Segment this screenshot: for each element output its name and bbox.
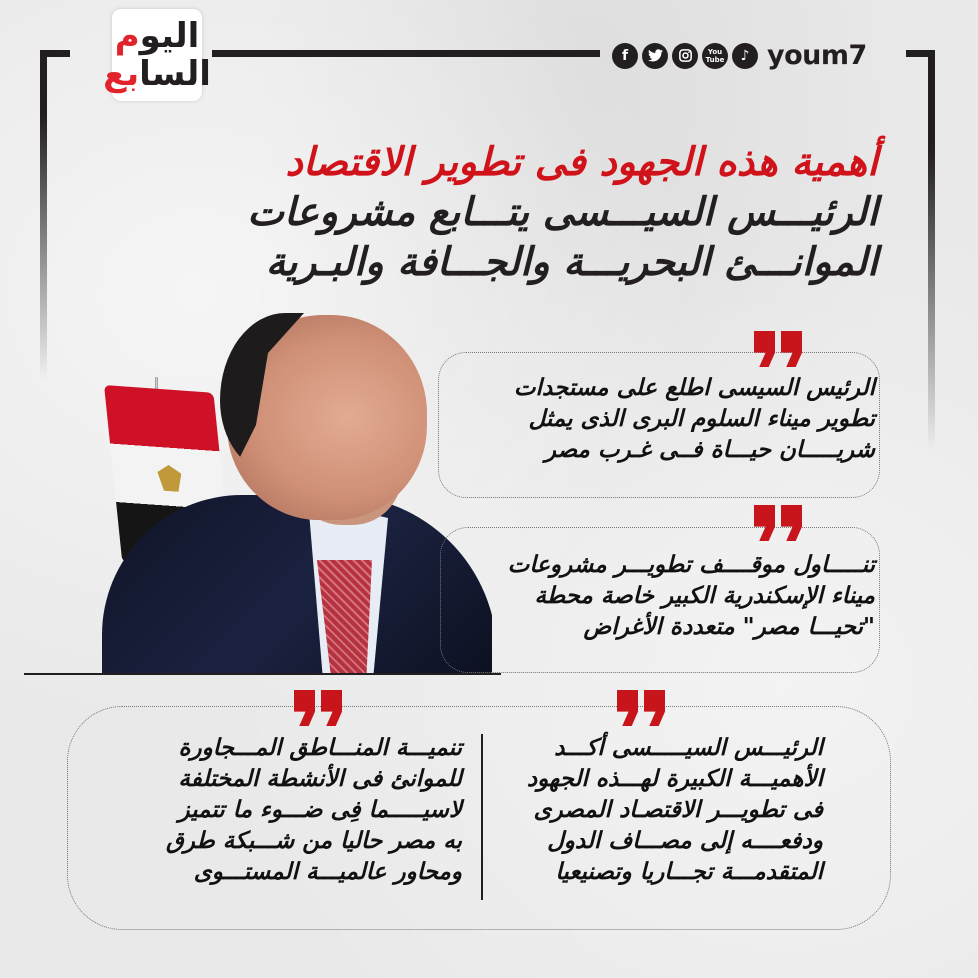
card-line: ومحاور عالميـــة المستـــوى	[193, 859, 462, 885]
frame-line	[40, 50, 47, 380]
quote-mark-icon	[754, 331, 802, 367]
card-line: "تحيـــا مصر" متعددة الأغراض	[583, 614, 875, 640]
card-line: تطوير ميناء السلوم البرى الذى يمثل	[528, 406, 875, 432]
logo-text: بع	[103, 54, 140, 94]
card-3-text	[527, 733, 823, 888]
facebook-icon[interactable]: f	[612, 43, 638, 69]
logo-text: م	[114, 16, 140, 56]
quote-mark-icon	[617, 690, 665, 726]
headline-line-2: الرئيـــس السيـــسى يتـــابع مشروعات	[247, 190, 878, 235]
instagram-icon[interactable]	[672, 43, 698, 69]
card-line: المتقدمـــة تجـــاريا وتصنيعيا	[555, 859, 823, 885]
card-line: الأهميـــة الكبيرة لهـــذه الجهود	[526, 766, 823, 792]
quote-mark-icon	[294, 690, 342, 726]
youtube-icon[interactable]: You Tube	[702, 43, 728, 69]
column-divider	[481, 734, 483, 900]
logo-line-2	[103, 55, 211, 93]
headline-line-3: الموانـــئ البحريـــة والجـــافة والبـرية	[265, 240, 878, 285]
tiktok-icon[interactable]: ♪	[732, 43, 758, 69]
logo-line-1	[115, 17, 200, 55]
card-line: للموانئ فى الأنشطة المختلفة	[178, 766, 462, 792]
card-4-text	[166, 733, 462, 888]
card-line: شريـــــان حيـــاة فــى غـرب مصر	[544, 437, 875, 463]
logo-text: اليو	[139, 16, 200, 56]
twitter-icon[interactable]	[642, 43, 668, 69]
eagle-emblem-icon	[157, 464, 184, 492]
quote-mark-icon	[754, 505, 802, 541]
card-line: لاسيـــــما فِى ضـــوء ما تتميز	[178, 797, 462, 823]
card-line: به مصر حاليا من شـــبكة طرق	[165, 828, 462, 854]
frame-line	[928, 50, 935, 450]
card-line: تنميـــة المنـــاطق المـــجاورة	[178, 735, 462, 761]
photo-baseline	[24, 673, 501, 675]
social-bar	[612, 40, 867, 71]
card-line: فى تطويـــر الاقتصـاد المصرى	[533, 797, 823, 823]
frame-line	[212, 50, 600, 57]
card-line: ميناء الإسكندرية الكبير خاصة محطة	[534, 583, 875, 609]
card-line: تنـــــاول موقــــف تطويـــر مشروعات	[507, 552, 875, 578]
headline-line-1: أهمية هذه الجهود فى تطوير الاقتصاد	[285, 140, 878, 185]
president-photo	[92, 305, 492, 673]
youm7-logo[interactable]	[103, 9, 211, 101]
logo-text: السا	[139, 54, 211, 94]
card-1-text	[514, 373, 875, 466]
brand-name[interactable]: youm7	[767, 40, 867, 71]
card-2-text	[508, 550, 875, 643]
headline	[247, 138, 878, 288]
suit	[102, 495, 492, 673]
card-line: ودفعــــه إلى مصـــاف الدول	[547, 828, 823, 854]
card-line: الرئيـــس السيـــــسى أكـــد	[554, 735, 823, 761]
card-line: الرئيس السيسى اطلع على مستجدات	[513, 375, 875, 401]
